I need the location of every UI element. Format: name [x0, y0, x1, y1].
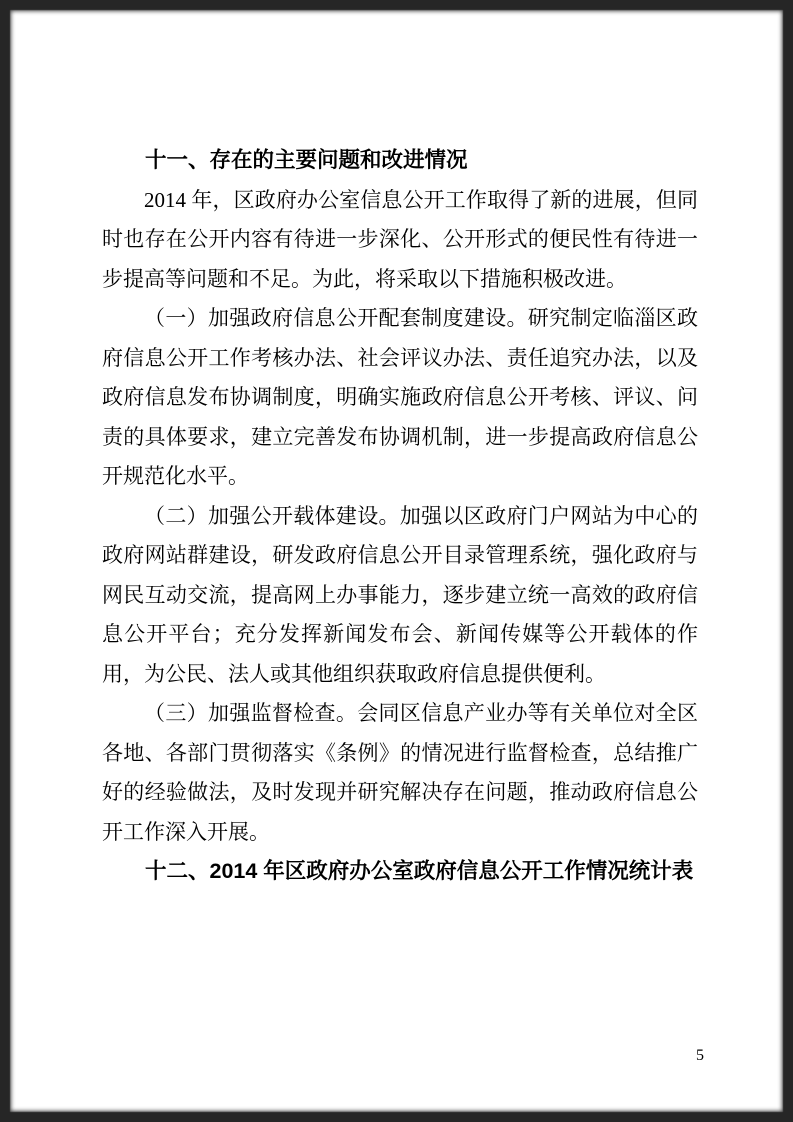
paragraph-measure-1: （一）加强政府信息公开配套制度建设。研究制定临淄区政府信息公开工作考核办法、社会评议办法、责任追究办法，以及政府信息发布协调制度，明确实施政府信息公开考核、评议、问责的具体要求，建立完善发布协调机制，进一步提高政府信息公开规范化水平。: [102, 306, 698, 488]
paragraph-measure-2: （二）加强公开载体建设。加强以区政府门户网站为中心的政府网站群建设，研发政府信息公开目录管理系统，强化政府与网民互动交流，提高网上办事能力，逐步建立统一高效的政府信息公开平台；充分发挥新闻发布会、新闻传媒等公开载体的作用，为公民、法人或其他组织获取政府信息提供便利。: [102, 503, 698, 686]
paragraph-measure-3: （三）加强监督检查。会同区信息产业办等有关单位对全区各地、各部门贯彻落实《条例》的情况进行监督检查，总结推广好的经验做法，及时发现并研究解决存在问题，推动政府信息公开工作深入开展。: [102, 701, 698, 844]
paragraph-intro: 2014 年，区政府办公室信息公开工作取得了新的进展，但同时也存在公开内容有待进一步深化、公开形式的便民性有待进一步提高等问题和不足。为此，将采取以下措施积极改进。: [102, 187, 698, 291]
section-heading-statistics-table: 十二、2014 年区政府办公室政府信息公开工作情况统计表: [145, 859, 694, 883]
page-number: 5: [696, 1047, 704, 1064]
document-body: [102, 141, 698, 892]
section-heading-problems-improvements: 十一、存在的主要问题和改进情况: [145, 148, 468, 172]
